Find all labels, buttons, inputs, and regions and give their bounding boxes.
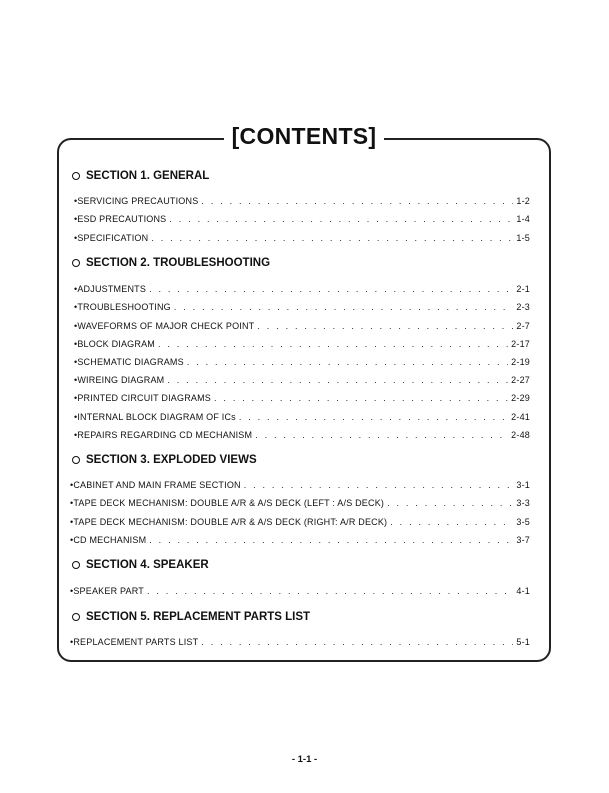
toc-entry[interactable] <box>74 317 530 331</box>
toc-entry[interactable] <box>74 353 530 367</box>
dot-leader <box>390 517 513 527</box>
toc-entry[interactable] <box>70 633 530 647</box>
circle-bullet-icon <box>72 456 80 464</box>
toc-entry-label: • SERVICING PRECAUTIONS <box>74 196 198 206</box>
toc-entry[interactable] <box>74 280 530 294</box>
toc-entry[interactable] <box>70 494 530 508</box>
circle-bullet-icon <box>72 172 80 180</box>
toc-entry-label: • TROUBLESHOOTING <box>74 302 171 312</box>
toc-entry-label: • BLOCK DIAGRAM <box>74 339 155 349</box>
section-heading-text: SECTION 1. GENERAL <box>86 170 210 182</box>
page-number: - 1-1 - <box>291 754 318 765</box>
dot-leader <box>201 196 513 206</box>
toc-entry-label: • ADJUSTMENTS <box>74 284 146 294</box>
dot-leader <box>387 498 513 508</box>
dot-leader <box>169 214 513 224</box>
toc-entry[interactable] <box>74 229 530 243</box>
toc-entry[interactable] <box>74 408 530 422</box>
toc-entry-page: 1-4 <box>516 214 530 224</box>
toc-entry-label: • INTERNAL BLOCK DIAGRAM OF ICs <box>74 412 236 422</box>
section-heading-replacement-parts <box>72 611 310 623</box>
toc-entry[interactable] <box>70 531 530 545</box>
toc-entry-label: • TAPE DECK MECHANISM: DOUBLE A/R & A/S DECK (RIGHT: A/R DECK) <box>70 517 387 527</box>
toc-entry-page: 2-27 <box>511 375 530 385</box>
dot-leader <box>147 586 513 596</box>
dot-leader <box>158 339 508 349</box>
section-heading-text: SECTION 4. SPEAKER <box>86 559 209 571</box>
toc-entry-label: • ESD PRECAUTIONS <box>74 214 166 224</box>
dot-leader <box>149 284 513 294</box>
toc-entry[interactable] <box>74 426 530 440</box>
dot-leader <box>257 321 513 331</box>
toc-entry-page: 2-17 <box>511 339 530 349</box>
toc-entry-label: • CD MECHANISM <box>70 535 146 545</box>
circle-bullet-icon <box>72 259 80 267</box>
dot-leader <box>244 480 514 490</box>
toc-entry-page: 3-1 <box>516 480 530 490</box>
toc-entry-page: 3-7 <box>516 535 530 545</box>
toc-entry[interactable] <box>74 298 530 312</box>
toc-entry-label: • WIREING DIAGRAM <box>74 375 164 385</box>
dot-leader <box>239 412 508 422</box>
section-heading-text: SECTION 5. REPLACEMENT PARTS LIST <box>86 611 311 623</box>
toc-entry[interactable] <box>74 371 530 385</box>
toc-entry-label: • SPECIFICATION <box>74 233 148 243</box>
section-heading-troubleshooting <box>72 257 270 269</box>
dot-leader <box>174 302 514 312</box>
toc-entry-label: • REPAIRS REGARDING CD MECHANISM <box>74 430 252 440</box>
toc-entry-page: 4-1 <box>516 586 530 596</box>
section-heading-text: SECTION 3. EXPLODED VIEWS <box>86 454 257 466</box>
toc-entry[interactable] <box>74 192 530 206</box>
toc-entry[interactable] <box>70 513 530 527</box>
toc-entry-label: • SPEAKER PART <box>70 586 144 596</box>
toc-entry-page: 3-5 <box>516 517 530 527</box>
toc-entry[interactable] <box>70 476 530 490</box>
toc-entry-label: • CABINET AND MAIN FRAME SECTION <box>70 480 241 490</box>
dot-leader <box>187 357 508 367</box>
toc-entry[interactable] <box>74 335 530 349</box>
section-heading-text: SECTION 2. TROUBLESHOOTING <box>86 257 271 269</box>
dot-leader <box>149 535 513 545</box>
dot-leader <box>255 430 508 440</box>
toc-entry-label: • TAPE DECK MECHANISM: DOUBLE A/R & A/S DECK (LEFT : A/S DECK) <box>70 498 384 508</box>
page-title: [CONTENTS] <box>224 123 385 150</box>
dot-leader <box>167 375 508 385</box>
toc-entry[interactable] <box>74 389 530 403</box>
toc-entry-page: 2-1 <box>516 284 530 294</box>
toc-entry-label: • SCHEMATIC DIAGRAMS <box>74 357 184 367</box>
toc-entry-page: 2-7 <box>516 321 530 331</box>
title-bar <box>52 120 556 152</box>
toc-entry[interactable] <box>70 582 530 596</box>
toc-entry-label: • PRINTED CIRCUIT DIAGRAMS <box>74 393 211 403</box>
toc-entry-page: 2-48 <box>511 430 530 440</box>
toc-entry-label: • WAVEFORMS OF MAJOR CHECK POINT <box>74 321 254 331</box>
toc-entry-page: 2-3 <box>516 302 530 312</box>
dot-leader <box>214 393 508 403</box>
circle-bullet-icon <box>72 613 80 621</box>
toc-entry-page: 5-1 <box>516 637 530 647</box>
toc-entry-page: 1-2 <box>516 196 530 206</box>
circle-bullet-icon <box>72 561 80 569</box>
toc-entry[interactable] <box>74 210 530 224</box>
section-heading-general <box>72 170 209 182</box>
toc-entry-page: 1-5 <box>516 233 530 243</box>
toc-entry-label: • REPLACEMENT PARTS LIST <box>70 637 198 647</box>
dot-leader <box>201 637 513 647</box>
toc-entry-page: 2-41 <box>511 412 530 422</box>
toc-entry-page: 2-29 <box>511 393 530 403</box>
section-heading-speaker <box>72 559 209 571</box>
section-heading-exploded-views <box>72 454 257 466</box>
dot-leader <box>151 233 513 243</box>
toc-entry-page: 2-19 <box>511 357 530 367</box>
toc-entry-page: 3-3 <box>516 498 530 508</box>
